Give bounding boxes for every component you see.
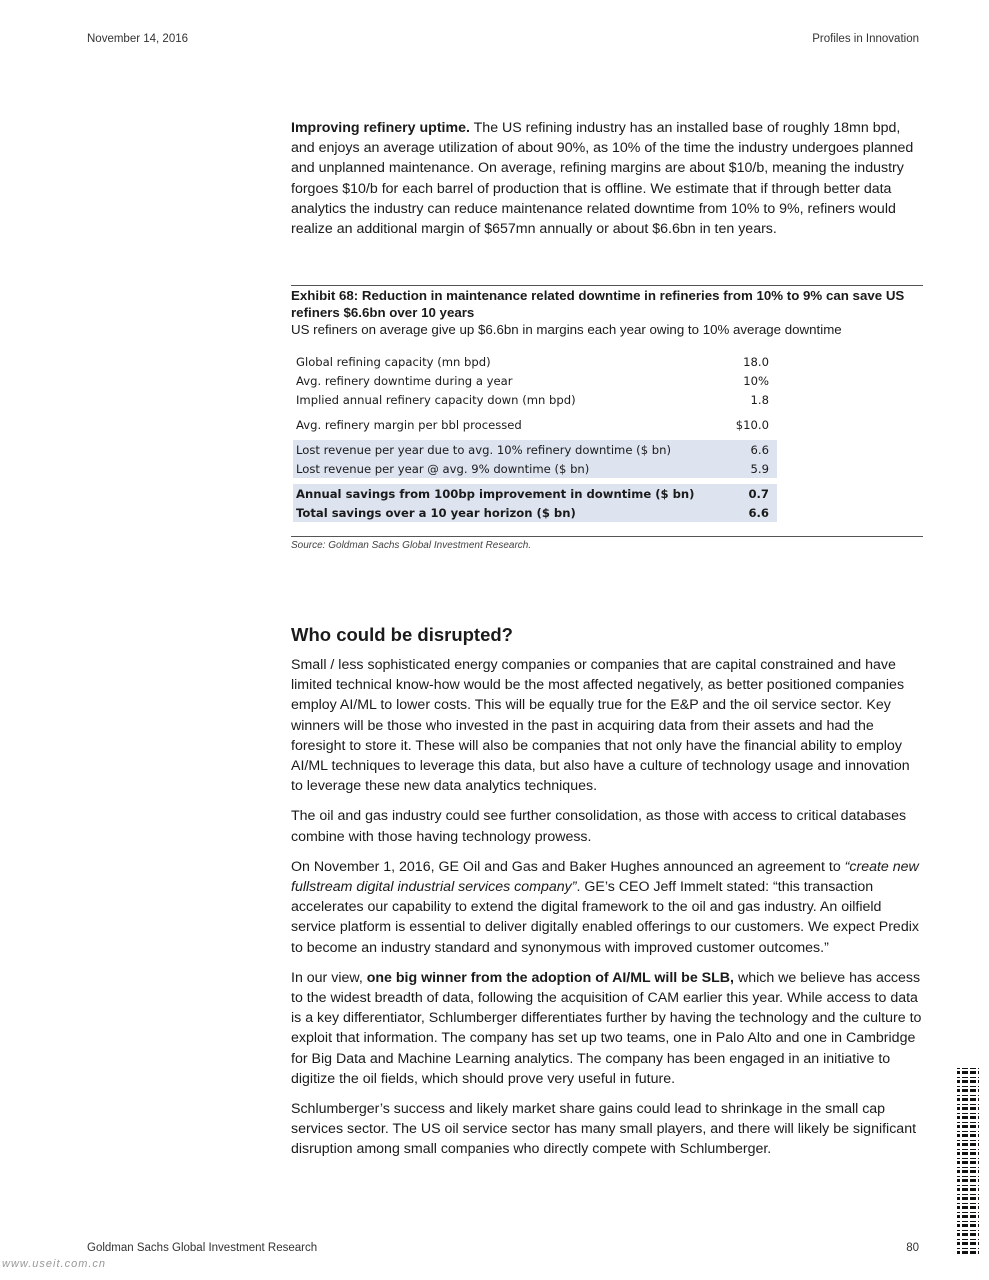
section-body	[291, 655, 923, 1160]
p4-end: which we believe has access to the widest breadth of data, following the acquisition of CAM earlier this year. While access to data is a key differentiator, Schlumberger differentiates further by having the technology and the culture to exploit that information. The company has set up two teams, one in Palo Alto and one in Cambridge for Big Data and Machine Learning analytics. The company has been engaged in an initiative to digitize the oil fields, which should prove very useful in future.	[291, 969, 922, 1087]
intro-text: The US refining industry has an installed base of roughly 18mn bpd, and enjoys an average utilization of about 90%, as 10% of the time the industry undergoes planned and unplanned maintenance. On average, refining margins are about $10/b, meaning the industry forgoes $10/b for each barrel of production that is offline. We estimate that if through better data analytics the industry can reduce maintenance related downtime from 10% to 9%, refiners would realize an additional margin of $657mn annually or about $6.6bn in ten years.	[291, 120, 914, 238]
row-label: Implied annual refinery capacity down (mn bpd)	[296, 392, 576, 407]
p3-end: . GE’s CEO Jeff Immelt stated: “this transaction accelerates our capability to extend the digital framework to the oil and gas industry. An oilfield service platform is essential to deliver digitally enabled offerings to our customers. We expect Predix to become an industry standard and synonymous with improved customer outcomes.”	[291, 879, 919, 956]
header-series: Profiles in Innovation	[812, 33, 919, 45]
row-label: Total savings over a 10 year horizon ($ bn)	[293, 503, 706, 522]
section-heading: Who could be disrupted?	[291, 624, 513, 645]
paragraph-5: Schlumberger’s success and likely market share gains could lead to shrinkage in the small cap services sector. The US oil service sector has many small players, and there will likely be significant disruption among small companies who directly compete with Schlumberger.	[291, 1101, 917, 1158]
exhibit-source: Source: Goldman Sachs Global Investment Research.	[291, 540, 532, 551]
intro-lead: Improving refinery uptime.	[291, 120, 470, 136]
intro-paragraph	[291, 118, 923, 239]
row-value: 6.6	[706, 440, 777, 459]
exhibit-bottom-rule	[291, 536, 923, 537]
table-row	[293, 459, 777, 478]
row-label: Annual savings from 100bp improvement in downtime ($ bn)	[293, 484, 706, 503]
row-label: Global refining capacity (mn bpd)	[296, 354, 491, 369]
table-row	[293, 415, 777, 434]
qr-code-icon	[957, 1068, 979, 1254]
p3-quote: “create new fullstream digital industrial services company”	[291, 858, 919, 896]
table-row	[293, 440, 777, 459]
row-value: $10.0	[735, 417, 769, 432]
row-value: 0.7	[706, 484, 777, 503]
intro-block	[291, 118, 923, 239]
watermark: www.useit.com.cn	[2, 1258, 107, 1270]
row-value: 1.8	[750, 392, 769, 407]
paragraph-1: Small / less sophisticated energy companies or companies that are capital constrained and have limited technical know-how would be the most affected negatively, as better positioned companies employ AI/ML to lower costs. This will be equally true for the E&P and the oil service sector. Key winners will be those who invested in the past in acquiring data from their assets and had the foresight to store it. These will also be companies that not only have the financial ability to employ AI/ML techniques to leverage this data, but also have a culture of technology usage and innovation to leverage these new data analytics techniques.	[291, 657, 910, 795]
paragraph-2: The oil and gas industry could see further consolidation, as those with access to critical databases combine with those having technology prowess.	[291, 808, 907, 845]
row-value: 6.6	[706, 503, 777, 522]
p4-start: In our view,	[291, 969, 367, 986]
p4-bold: one big winner from the adoption of AI/ML will be SLB,	[366, 969, 734, 986]
exhibit-subtitle: US refiners on average give up $6.6bn in margins each year owing to 10% average downtime	[291, 322, 842, 337]
row-label: Lost revenue per year @ avg. 9% downtime ($ bn)	[293, 459, 706, 478]
p3-start: On November 1, 2016, GE Oil and Gas and Baker Hughes announced an agreement to	[291, 858, 845, 875]
row-label: Lost revenue per year due to avg. 10% refinery downtime ($ bn)	[293, 440, 706, 459]
exhibit-table	[293, 352, 777, 522]
header-date: November 14, 2016	[87, 33, 189, 45]
row-value: 5.9	[706, 459, 777, 478]
table-row	[293, 484, 777, 503]
page-number: 80	[906, 1242, 919, 1254]
exhibit-68	[291, 285, 923, 520]
row-label: Avg. refinery margin per bbl processed	[296, 417, 522, 432]
row-label: Avg. refinery downtime during a year	[296, 373, 513, 388]
paragraph-4	[291, 968, 923, 1089]
table-row	[293, 371, 777, 390]
row-value: 10%	[743, 373, 769, 388]
table-row	[293, 352, 777, 371]
table-row	[293, 390, 777, 409]
table-row	[293, 503, 777, 522]
row-value: 18.0	[743, 354, 769, 369]
paragraph-3	[291, 857, 923, 958]
footer-publisher: Goldman Sachs Global Investment Research	[87, 1242, 318, 1254]
exhibit-title: Exhibit 68: Reduction in maintenance related downtime in refineries from 10% to 9% can save US refiners $6.6bn over 10 years	[291, 288, 905, 320]
